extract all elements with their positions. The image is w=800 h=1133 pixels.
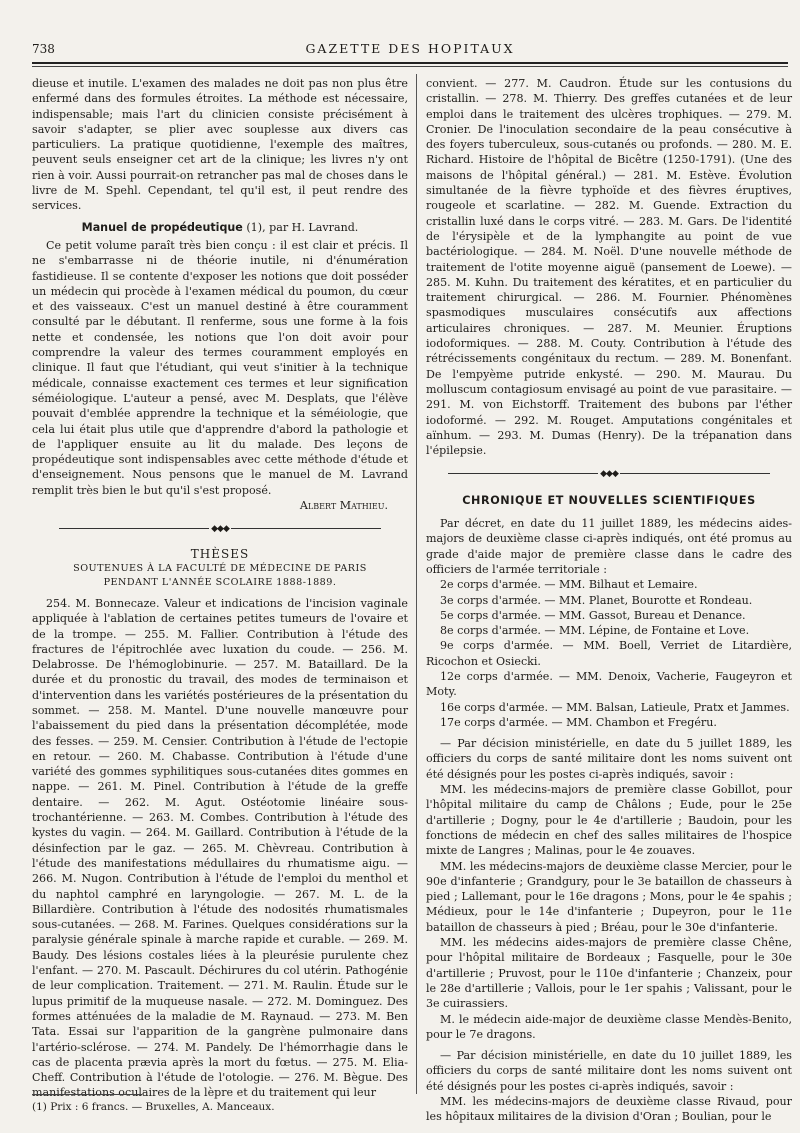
chronicle-heading: CHRONIQUE ET NOUVELLES SCIENTIFIQUES [462,493,756,507]
review-title: Manuel de propédeutique [81,220,243,234]
decision-paragraph-2: — Par décision ministérielle, en date du 10 juillet 1889, les officiers du corps de santé militaire dont les noms suivent ont été désignés pour les postes ci-après indiqués, savoir : [426,1049,792,1093]
corps-list [426,577,792,730]
corps-item: 17e corps d'armée. — MM. Chambon et Fregéru. [440,715,717,729]
corps-item: 16e corps d'armée. — MM. Balsan, Latieule, Pratx et Jammes. [440,700,790,714]
column-divider [416,74,417,1094]
section-ornament-2: ◆◆◆ [426,467,792,482]
corps-item: 9e corps d'armée. — MM. Boell, Verriet de Litardière, Ricochon et Osiecki. [426,639,792,668]
review-paragraph: dieuse et inutile. L'examen des malades ne doit pas non plus être enfermé dans des formules étroites. La méthode est nécessaire, indispensable; mais l'art du clinicien consiste précisément à savoir s'adapter, se plier avec souplesse aux divers cas particuliers. La pratique quotidienne, l'exemple des maîtres, peuvent seuls enseigner cet art de la clinique; les livres n'y ont rien à voir. Aussi pourrait-on retrancher pas mal de choses dans le livre de M. Spehl. Cependant, tel qu'il est, il peut rendre des services. [32,77,408,213]
footnote: (1) Prix : 6 francs. — Bruxelles, A. Manceaux. [32,1101,275,1113]
appointments-paragraph: M. le médecin aide-major de deuxième classe Mendès-Benito, pour le 7e dragons. [426,1012,792,1041]
review-signature: Albert Mathieu. [299,499,388,513]
right-column [426,76,792,1125]
page-number: 738 [32,42,55,56]
page-header [32,40,788,62]
review-heading [32,220,408,235]
theses-list: 254. M. Bonnecaze. Valeur et indications de l'incision vaginale appliquée à l'ablation de certaines petites tumeurs de l'ovaire et de la trompe. — 255. M. Fallier. Contribution à l'étude des fractures de l'épitrochlée avec luxation du coude. — 256. M. Delabrosse. De l'hémoglobinurie. — 257. M. Bataillard. De la durée et du pronostic du travail, des modes de terminaison et d'intervention dans les variétés postérieures de la présentation du sommet. — 258. M. Mantel. D'une nouvelle manœuvre pour l'abaissement du pied dans la présentation décomplétée, mode des fesses. — 259. M. Censier. Contribution à l'étude de l'ectopie en retour. — 260. M. Chabasse. Contribution à l'étude d'une variété des gommes syphilitiques sous-cutanées dites gommes en nappe. — 261. M. Pinel. Contribution à l'étude de la greffe dentaire. — 262. M. Agut. Ostéotomie linéaire sous-trochantérienne. — 263. M. Combes. Contribution à l'étude des kystes du vagin. — 264. M. Gaillard. Contribution à l'étude de la désinfection par le gaz. — 265. M. Chèvreau. Contribution à l'étude des manifestations médullaires du rhumatisme aigu. — 266. M. Nugon. Contribution à l'étude de l'emploi du menthol et du naphtol camphré en laryngologie. — 267. M. L. de la Billardière. Contribution à l'étude des nodosités rhumatismales sous-cutanées. — 268. M. Farines. Quelques considérations sur la paralysie générale spinale à marche rapide et curable. — 269. M. Baudy. Des lésions costales liées à la pleurésie purulente chez l'enfant. — 270. M. Pascault. Déchirures du col utérin. Pathogénie de leur complication. Traitement. — 271. M. Raulin. Étude sur le lupus primitif de la muqueuse nasale. — 272. M. Dominguez. Des formes atténuées de la maladie de M. Raynaud. — 273. M. Ben Tata. Essai sur l'apparition de la gangrène pulmonaire dans l'artério-sclérose. — 274. M. Pandely. De l'hémorrhagie dans le cas de placenta prævia après la mort du fœtus. — 275. M. Elia-Cheff. Contribution à l'étude de l'otologie. — 276. M. Bègue. Des manifestations oculaires de la lèpre et du traitement qui leur [32,596,408,1100]
running-title: GAZETTE DES HOPITAUX [305,41,515,56]
appointments-paragraph: MM. les médecins-majors de deuxième classe Rivaud, pour les hôpitaux militaires de la division d'Oran ; Boulian, pour le [426,1095,792,1124]
header-rule-thick [32,62,788,64]
theses-subtitle-1: SOUTENUES À LA FACULTÉ DE MÉDECINE DE PARIS [73,562,367,574]
decree-paragraph: Par décret, en date du 11 juillet 1889, les médecins aides-majors de deuxième classe ci-après indiqués, ont été promus au grade d'aide major de première classe dans le cadre des officiers de l'armée territoriale : [426,517,792,576]
corps-item: 8e corps d'armée. — MM. Lépine, de Fontaine et Love. [440,624,750,638]
theses-subtitle-2: PENDANT L'ANNÉE SCOLAIRE 1888-1889. [103,576,337,588]
left-column [32,76,408,1101]
theses-list-continued: convient. — 277. M. Caudron. Étude sur les contusions du cristallin. — 278. M. Thierry. Des greffes cutanées et de leur emploi dans le traitement des ulcères trophiques. — 279. M. Cronier. De l'inoculation secondaire de la peau consécutive à des foyers tuberculeux, sous-cutanés ou profonds. — 280. M. E. Richard. Histoire de l'hôpital de Bicêtre (1250-1791). (Une des maisons de l'hôpital général.) — 281. M. Estève. Évolution simultanée de la fièvre typhoïde et des fièvres éruptives, rougeole et scarlatine. — 282. M. Guende. Extraction du cristallin luxé dans le corps vitré. — 283. M. Gars. De l'identité de l'érysipèle et de la lymphangite au point de vue bactériologique. — 284. M. Noël. D'une nouvelle méthode de traitement de l'otite moyenne aiguë (pansement de Loewe). — 285. M. Kuhn. Du traitement des kératites, et en particulier du traitement chirurgical. — 286. M. Fournier. Phénomènes spasmodiques musculaires consécutifs aux affections articulaires chroniques. — 287. M. Meunier. Éruptions iodoformiques. — 288. M. Couty. Contribution à l'étude des rétrécissements congénitaux du rectum. — 289. M. Bonenfant. De l'empyème putride enkysté. — 290. M. Maurau. Du molluscum contagiosum envisagé au point de vue parasitaire. — 291. M. von Eichstorff. Traitement des bubons par l'éther iodoformé. — 292. M. Rouget. Amputations congénitales et aïnhum. — 293. M. Dumas (Henry). De la trépanation dans l'épilepsie. [426,77,792,458]
corps-item: 3e corps d'armée. — MM. Planet, Bourotte et Rondeau. [440,593,753,607]
header-rule-thin [32,66,788,67]
review-author: (1), par H. Lavrand. [246,220,359,234]
corps-item: 2e corps d'armée. — MM. Bilhaut et Lemaire. [440,578,698,592]
theses-title: THÈSES [190,546,250,561]
review-body: Ce petit volume paraît très bien conçu : il est clair et précis. Il ne s'embarrasse ni de théorie inutile, ni d'énumération fastidieuse. Il se contente d'exposer les notions que doit posséder un médecin qui procède à l'examen médical du poumon, du cœur et des vaisseaux. C'est un manuel destiné à être couramment consulté par le débutant. Il renferme, sous une forme à la fois nette et condensée, les notions que l'on doit avoir pour comprendre la valeur des termes couramment employés en clinique. Il faut que l'étudiant, qui veut s'initier à la technique médicale, connaisse exactement ces termes et leur signification séméiologique. L'auteur a pensé, avec M. Desplats, que l'élève pouvait d'emblée apprendre la technique et la séméiologie, que cela lui était plus utile que d'apprendre d'abord la pathologie et de l'appliquer ensuite au lit du malade. Des leçons de propédeutique sont indispensables avec cette méthode d'étude et d'enseignement. Nous pensons que le manuel de M. Lavrand remplit très bien le but qu'il s'est proposé. [32,238,408,497]
appointments-paragraph: MM. les médecins aides-majors de première classe Chêne, pour l'hôpital militaire de Bordeaux ; Fasquelle, pour le 30e d'artillerie ; Pruvost, pour le 110e d'infanterie ; Chanzeix, pour le 28e d'artillerie ; Vallois, pour le 1er spahis ; Valissant, pour le 3e cuirassiers. [426,936,792,1011]
section-ornament: ◆◆◆ [32,522,408,537]
appointments-paragraph: MM. les médecins-majors de deuxième classe Mercier, pour le 90e d'infanterie ; Grandgury, pour le 3e bataillon de chasseurs à pied ; Lallemant, pour le 16e dragons ; Mons, pour le 4e spahis ; Médieux, pour le 14e d'infanterie ; Dupeyron, pour le 11e bataillon de chasseurs à pied ; Bréau, pour le 30e d'infanterie. [426,859,792,934]
decision-paragraph: — Par décision ministérielle, en date du 5 juillet 1889, les officiers du corps de santé militaire dont les noms suivent ont été désignés pour les postes ci-après indiqués, savoir : [426,737,792,781]
corps-item: 5e corps d'armée. — MM. Gassot, Bureau et Denance. [440,608,746,622]
corps-item: 12e corps d'armée. — MM. Denoix, Vacherie, Faugeyron et Moty. [426,669,792,699]
footnote-rule [32,1094,142,1095]
appointments-paragraph: MM. les médecins-majors de première classe Gobillot, pour l'hôpital militaire du camp de Châlons ; Eude, pour le 25e d'artillerie ; Dogny, pour le 4e d'artillerie ; Baudoin, pour les fonctions de médecin en chef des salles militaires de l'hospice mixte de Langres ; Malinas, pour le 4e zouaves. [426,783,792,858]
